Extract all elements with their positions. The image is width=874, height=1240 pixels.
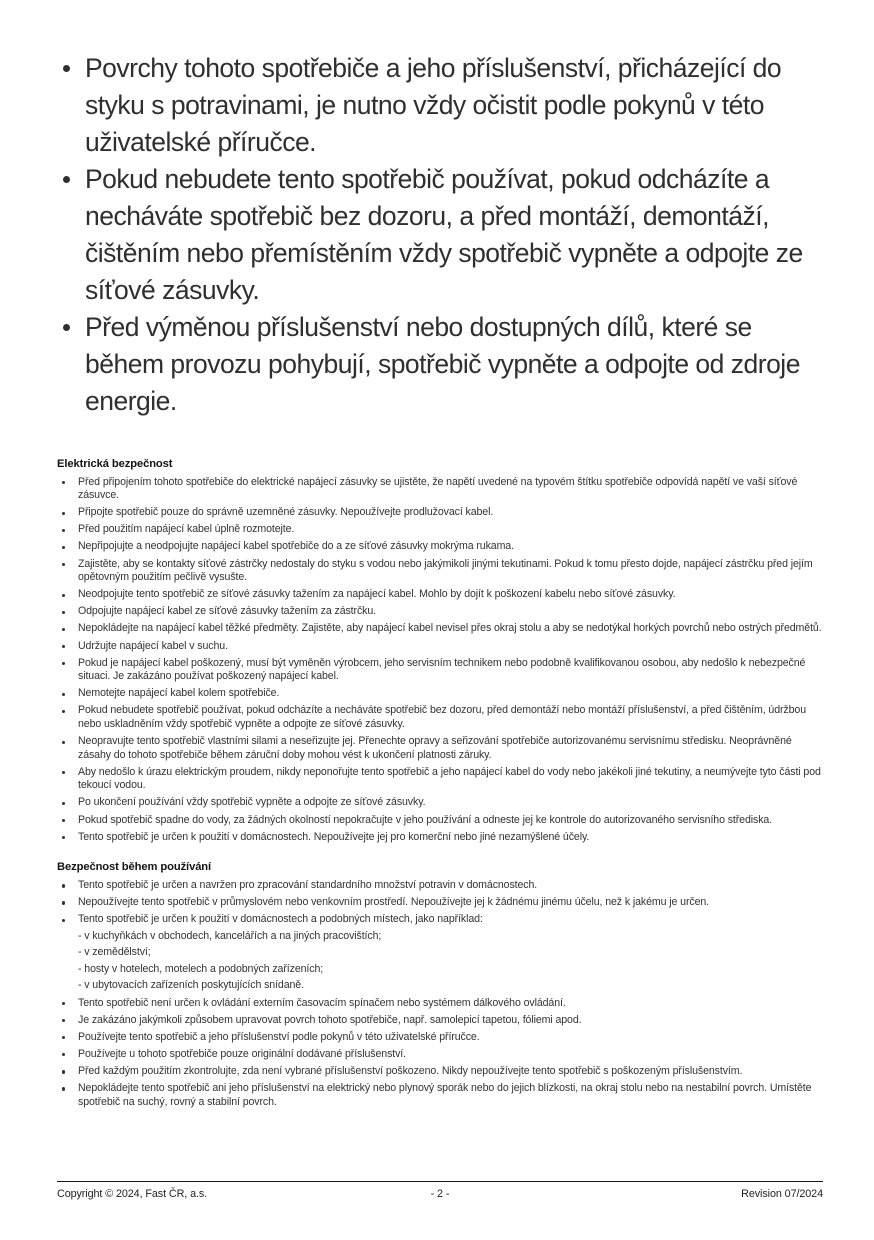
bullet-text: Před použitím napájecí kabel úplně rozmotejte. <box>78 523 295 536</box>
sub-item: - v kuchyňkách v obchodech, kancelářích a na jiných pracovištích; <box>78 929 382 942</box>
bullet-text: Nepokládejte tento spotřebič ani jeho příslušenství na elektrický nebo plynový sporák nebo do jejich blízkosti, na okraj stolu nebo na nestabilní povrch. Umístěte spotřebič na suchý, rovný a stabilní povrch. <box>78 1081 812 1108</box>
sub-item: - v ubytovacích zařízeních poskytujících snídaně. <box>78 979 304 992</box>
bullet-text: Před každým použitím zkontrolujte, zda není vybrané příslušenství poškozeno. Nikdy nepoužívejte tento spotřebič s poškozeným příslušenstvím. <box>78 1064 743 1077</box>
bullet-text: Používejte tento spotřebič a jeho příslušenství podle pokynů v této uživatelské příručce. <box>78 1030 480 1043</box>
section-bullet-list <box>57 879 823 1109</box>
bullet-text: Tento spotřebič je určen k použití v domácnostech a podobných místech, jako například: <box>78 913 483 926</box>
safety-bullet <box>57 558 823 585</box>
safety-bullet <box>57 540 823 554</box>
intro-bullet: Před výměnou příslušenství nebo dostupných dílů, které se během provozu pohybují, spotřebič vypněte a odpojte od zdroje energie. <box>57 309 823 420</box>
safety-bullet <box>57 657 823 684</box>
safety-bullet <box>57 1065 823 1079</box>
safety-bullet <box>57 796 823 810</box>
safety-bullet <box>57 1082 823 1109</box>
section-heading: Elektrická bezpečnost <box>57 458 173 470</box>
safety-bullet <box>57 831 823 845</box>
safety-bullet <box>57 588 823 602</box>
footer-page-number: - 2 - <box>430 1188 450 1200</box>
safety-bullet <box>57 640 823 654</box>
safety-bullet <box>57 997 823 1011</box>
bullet-text: Tento spotřebič není určen k ovládání externím časovacím spínačem nebo systémem dálkového ovládání. <box>78 996 566 1009</box>
bullet-text: Neopravujte tento spotřebič vlastními silami a neseřizujte jej. Přenechte opravy a seřizování spotřebiče autorizovanému servisnímu středisku. Neoprávněné zásahy do tohoto spotřebiče během záruční doby mohou vést k ukončení platnosti záruky. <box>78 735 792 761</box>
footer-copyright: Copyright © 2024, Fast ČR, a.s. <box>57 1188 208 1200</box>
bullet-text: Před připojením tohoto spotřebiče do elektrické napájecí zásuvky se ujistěte, že napětí uvedené na typovém štítku spotřebiče odpovídá napětí ve vaší síťové zásuvce. <box>78 475 798 502</box>
footer-revision: Revision 07/2024 <box>741 1188 823 1200</box>
safety-bullet <box>57 896 823 910</box>
bullet-text: Neodpojujte tento spotřebič ze síťové zásuvky tažením za napájecí kabel. Mohlo by dojít k poškození kabelu nebo síťové zásuvky. <box>78 588 676 601</box>
section-heading: Bezpečnost během používání <box>57 861 212 874</box>
footer-row <box>57 1188 823 1200</box>
bullet-text: Pokud je napájecí kabel poškozený, musí být vyměněn výrobcem, jeho servisním technikem nebo podobně kvalifikovanou osobou, aby nedošlo k nebezpečné situaci. Je zakázáno používat poškozený napájecí kabel. <box>78 656 806 683</box>
safety-bullet <box>57 1031 823 1045</box>
safety-sections <box>57 458 823 1126</box>
safety-bullet <box>57 704 823 731</box>
bullet-text: Zajistěte, aby se kontakty síťové zástrčky nedostaly do styku s vodou nebo jakýmikoli jinými tekutinami. Pokud k tomu přesto dojde, napájecí zástrčku před jejím opětovným použitím pečlivě vysušte. <box>78 557 813 584</box>
bullet-text: Tento spotřebič je určen a navržen pro zpracování standardního množství potravin v domácnostech. <box>78 878 538 891</box>
safety-bullet <box>57 879 823 893</box>
bullet-text: Tento spotřebič je určen k použití v domácnostech. Nepoužívejte jej pro komerční nebo jiné nezamýšlené účely. <box>78 830 590 843</box>
page-footer <box>57 1181 823 1200</box>
footer-divider <box>57 1181 823 1182</box>
sub-item: - hosty v hotelech, motelech a podobných zařízeních; <box>78 962 324 975</box>
safety-bullet <box>57 735 823 762</box>
bullet-text: Po ukončení používání vždy spotřebič vypněte a odpojte ze síťové zásuvky. <box>78 796 426 809</box>
bullet-text: Aby nedošlo k úrazu elektrickým proudem, nikdy neponořujte tento spotřebič a jeho napájecí kabel do vody nebo jakékoli jiné tekutiny, a neumývejte tyto části pod tekoucí vodou. <box>78 765 821 792</box>
safety-bullet <box>57 687 823 701</box>
safety-bullet <box>57 506 823 520</box>
bullet-text: Nepoužívejte tento spotřebič v průmyslovém nebo venkovním prostředí. Nepoužívejte jej k žádnému jinému účelu, než k jakému je určen. <box>78 895 709 908</box>
safety-bullet <box>57 622 823 636</box>
bullet-text: Používejte u tohoto spotřebiče pouze originální dodávané příslušenství. <box>78 1047 406 1060</box>
bullet-text: Je zakázáno jakýmkoli způsobem upravovat povrch tohoto spotřebiče, např. samolepicí tapetou, fóliemi apod. <box>78 1013 582 1026</box>
intro-bullet-list <box>57 50 823 420</box>
intro-bullet: Povrchy tohoto spotřebiče a jeho příslušenství, přicházející do styku s potravinami, je nutno vždy očistit podle pokynů v této uživatelské příručce. <box>57 50 823 161</box>
bullet-text: Pokud nebudete spotřebič používat, pokud odcházíte a necháváte spotřebič bez dozoru, před demontáží nebo montáží příslušenství, a před čištěním, údržbou nebo uskladněním vždy spotřebič vypněte a odpojte ze síťové zásuvky. <box>78 704 806 730</box>
bullet-text: Nemotejte napájecí kabel kolem spotřebiče. <box>78 687 280 700</box>
bullet-text: Nepokládejte na napájecí kabel těžké předměty. Zajistěte, aby napájecí kabel nevisel přes okraj stolu a aby se nedotýkal horkých povrchů nebo ostrých předmětů. <box>78 622 822 635</box>
safety-bullet <box>57 523 823 537</box>
safety-bullet <box>57 1014 823 1028</box>
bullet-text: Udržujte napájecí kabel v suchu. <box>78 639 228 652</box>
intro-bullet: Pokud nebudete tento spotřebič používat, pokud odcházíte a necháváte spotřebič bez dozoru, a před montáží, demontáží, čištěním nebo přemístěním vždy spotřebič vypněte a odpojte ze síťové zásuvky. <box>57 161 823 309</box>
bullet-text: Nepřipojujte a neodpojujte napájecí kabel spotřebiče do a ze síťové zásuvky mokrýma rukama. <box>78 540 514 553</box>
safety-bullet <box>57 913 823 993</box>
section-bullet-list <box>57 476 823 845</box>
bullet-text: Odpojujte napájecí kabel ze síťové zásuvky tažením za zástrčku. <box>78 605 376 618</box>
sub-item: - v zemědělství; <box>78 946 151 959</box>
safety-bullet <box>57 605 823 619</box>
safety-bullet <box>57 814 823 828</box>
safety-bullet <box>57 476 823 503</box>
safety-bullet <box>57 1048 823 1062</box>
bullet-text: Připojte spotřebič pouze do správně uzemněné zásuvky. Nepoužívejte prodlužovací kabel. <box>78 506 494 519</box>
bullet-text: Pokud spotřebič spadne do vody, za žádných okolností nepokračujte v jeho používání a odneste jej ke kontrole do autorizovaného servisního střediska. <box>78 813 773 826</box>
safety-bullet <box>57 766 823 793</box>
